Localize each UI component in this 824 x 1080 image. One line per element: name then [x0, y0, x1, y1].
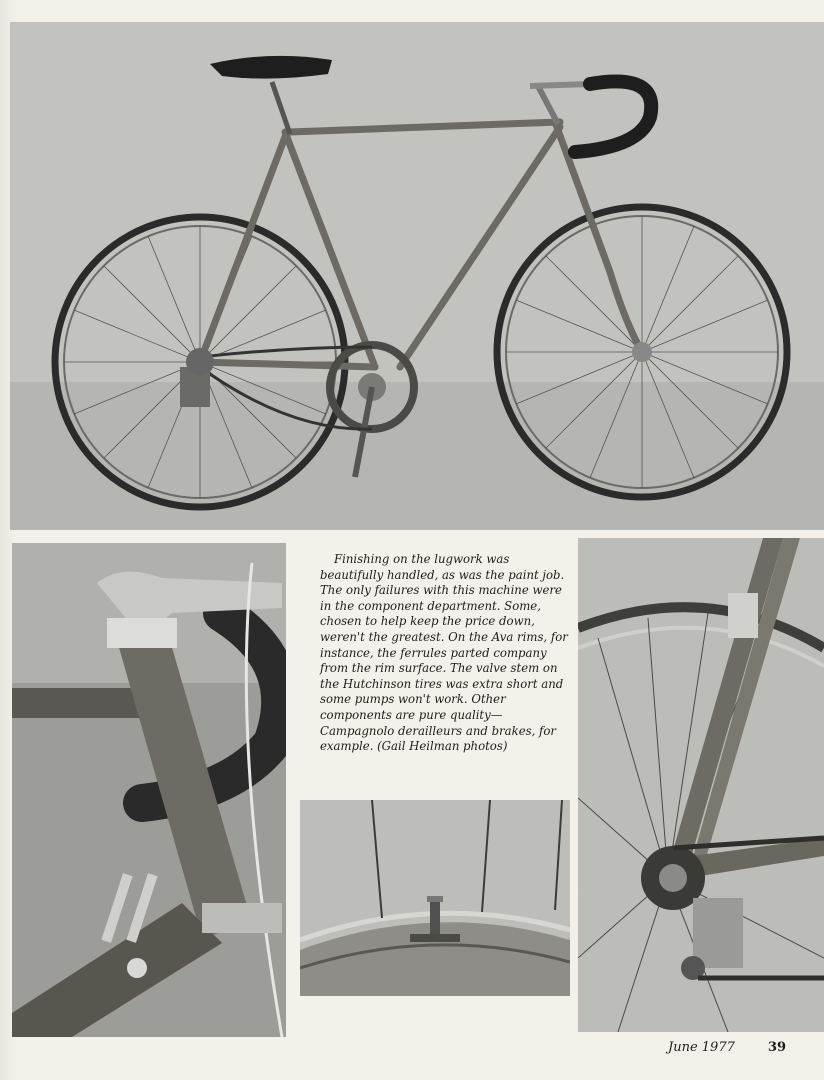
headtube-lug-photo [12, 543, 286, 1037]
bicycle-illustration [10, 22, 824, 530]
issue-date: June 1977 [668, 1040, 735, 1055]
rear-derailleur-photo [578, 538, 824, 1032]
photo-caption: Finishing on the lugwork was beautifully handled, as was the paint job. The only failures with this machine were in the component department. Some, chosen to help keep the price down, weren't the greatest. On the Ava rims, for instance, the ferrules parted company from the rim surface. The valve stem on the Hutchinson tires was extra short and some pumps won't work. Other components are pure quality—Campagnolo derailleurs and brakes, for example. (Gail Heilman photos) [320, 552, 568, 754]
bicycle-photo [10, 22, 824, 530]
headtube-illustration [12, 543, 286, 1037]
rear-derailleur-illustration [578, 538, 824, 1032]
valve-stem-rim-photo [300, 800, 570, 996]
valve-illustration [300, 800, 570, 996]
page-number: 39 [768, 1040, 787, 1055]
